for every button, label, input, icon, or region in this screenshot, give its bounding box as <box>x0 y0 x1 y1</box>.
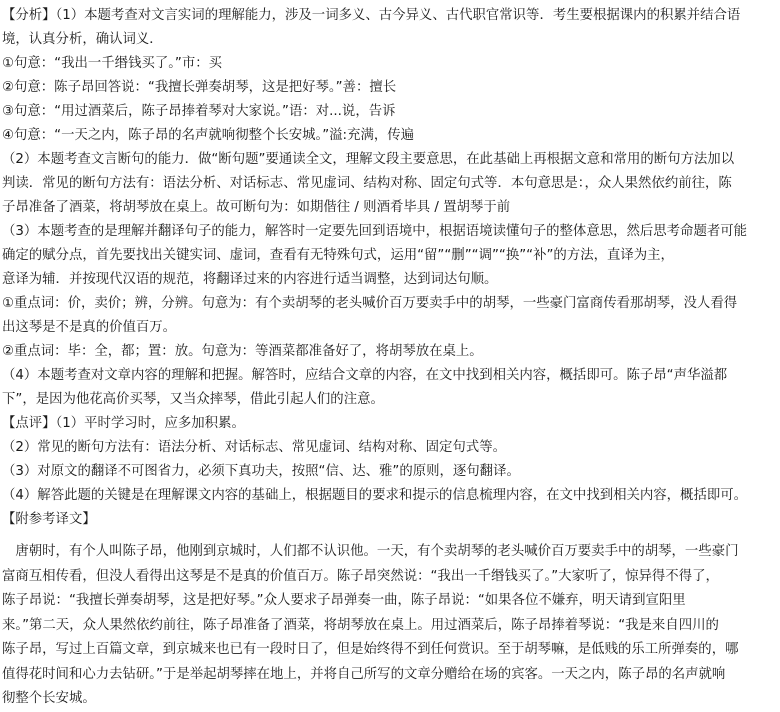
translation-line: 彻整个长安城。 <box>2 691 96 706</box>
translation-line: 陈子昂，写过上百篇文章，到京城来也已有一段时日了，但是始终得不到任何赏识。至于胡琴嘛，是低贱的乐工所弹奏的，哪 <box>2 642 739 657</box>
analysis-line: 判读．常见的断句方法有：语法分析、对话标志、常见虚词、结构对称、固定句式等．本句意思是：，众人果然依约前往，陈 <box>2 176 732 191</box>
analysis-line: 意译为辅．并按现代汉语的规范，将翻译过来的内容进行适当调整，达到词达句顺。 <box>2 272 498 287</box>
analysis-line: 子昂准备了酒菜，将胡琴放在桌上。故可断句为：如期偕往 / 则酒肴毕具 / 置胡琴于前 <box>2 200 511 215</box>
comment-line: 【点评】（1）平时学习时，应多加积累。 <box>2 416 245 431</box>
document-content <box>2 4 778 712</box>
analysis-line: （2）本题考查文言断句的能力．做“断句题”要通读全文，理解文段主要意思，在此基础上再根据文意和常用的断句方法加以 <box>2 152 735 167</box>
analysis-line: 【分析】（1）本题考查对文言实词的理解能力，涉及一词多义、古今异义、古代职官常识等．考生要根据课内的积累并结合语 <box>2 8 741 23</box>
analysis-line: （3）本题考查的是理解并翻译句子的能力，解答时一定要先回到语境中，根据语境读懂句子的整体意思，然后思考命题者可能 <box>2 224 747 239</box>
analysis-section <box>2 4 778 412</box>
analysis-line: 境，认真分析，确认词义． <box>2 32 163 47</box>
comment-line: （2）常见的断句方法有：语法分析、对话标志、常见虚词、结构对称、固定句式等。 <box>2 440 506 455</box>
analysis-line: （4）本题考查对文章内容的理解和把握。解答时，应结合文章的内容，在文中找到相关内容，概括即可。陈子昂“声华溢都 <box>2 368 728 383</box>
comment-line: （4）解答此题的关键是在理解课文内容的基础上，根据题目的要求和提示的信息梳理内容，在文中找到相关内容，概括即可。 <box>2 488 747 503</box>
analysis-line: ③句意：“用过酒菜后，陈子昂捧着琴对大家说。”语：对...说，告诉 <box>2 104 396 119</box>
translation-heading: 【附参考译文】 <box>2 512 96 527</box>
translation-section <box>2 540 778 712</box>
translation-line: 富商互相传看，但没人看得出这琴是不是真的价值百万。陈子昂突然说：“我出一千缗钱买了。”大家听了，惊异得不得了， <box>2 568 719 584</box>
translation-line: 来。”第二天，众人果然依约前往，陈子昂准备了酒菜，将胡琴放在桌上。用过酒菜后，陈子昂捧着琴说：“我是来自四川的 <box>2 617 719 633</box>
comment-line: （3）对原文的翻译不可图省力，必须下真功夫，按照“信、达、雅”的原则，逐句翻译。 <box>2 464 520 479</box>
analysis-line: ②句意：陈子昂回答说：“我擅长弹奏胡琴，这是把好琴。”善：擅长 <box>2 80 397 95</box>
analysis-line: ①句意：“我出一千缗钱买了。”市：买 <box>2 56 223 71</box>
translation-line: 值得花时间和心力去钻研。”于是举起胡琴摔在地上，并将自己所写的文章分赠给在场的宾客。一天之内，陈子昂的名声就响 <box>2 666 726 682</box>
analysis-line: ①重点词：价，卖价；辨，分辨。句意为：有个卖胡琴的老头喊价百万要卖手中的胡琴，一些豪门富商传看那胡琴，没人看得 <box>2 296 738 311</box>
analysis-line: 出这琴是不是真的价值百万。 <box>2 320 177 335</box>
analysis-line: 下”，是因为他花高价买琴，又当众摔琴，借此引起人们的注意。 <box>2 392 384 407</box>
analysis-line: 确定的赋分点，首先要找出关键实词、虚词，查看有无特殊句式，运用“留”“删”“调”“换”“补”的方法，直译为主， <box>2 248 674 263</box>
analysis-line: ②重点词：毕：全，都；置：放。句意为：等酒菜都准备好了，将胡琴放在桌上。 <box>2 344 483 359</box>
comment-section <box>2 412 778 508</box>
analysis-line: ④句意：“一天之内，陈子昂的名声就响彻整个长安城。”溢:充满，传遍 <box>2 128 415 143</box>
translation-line: 唐朝时，有个人叫陈子昂，他刚到京城时，人们都不认识他。一天，有个卖胡琴的老头喊价百万要卖手中的胡琴，一些豪门 <box>2 544 739 559</box>
translation-line: 陈子昂说：“我擅长弹奏胡琴，这是把好琴。”众人要求子昂弹奏一曲，陈子昂说：“如果各位不嫌弃，明天请到宣阳里 <box>2 593 686 608</box>
